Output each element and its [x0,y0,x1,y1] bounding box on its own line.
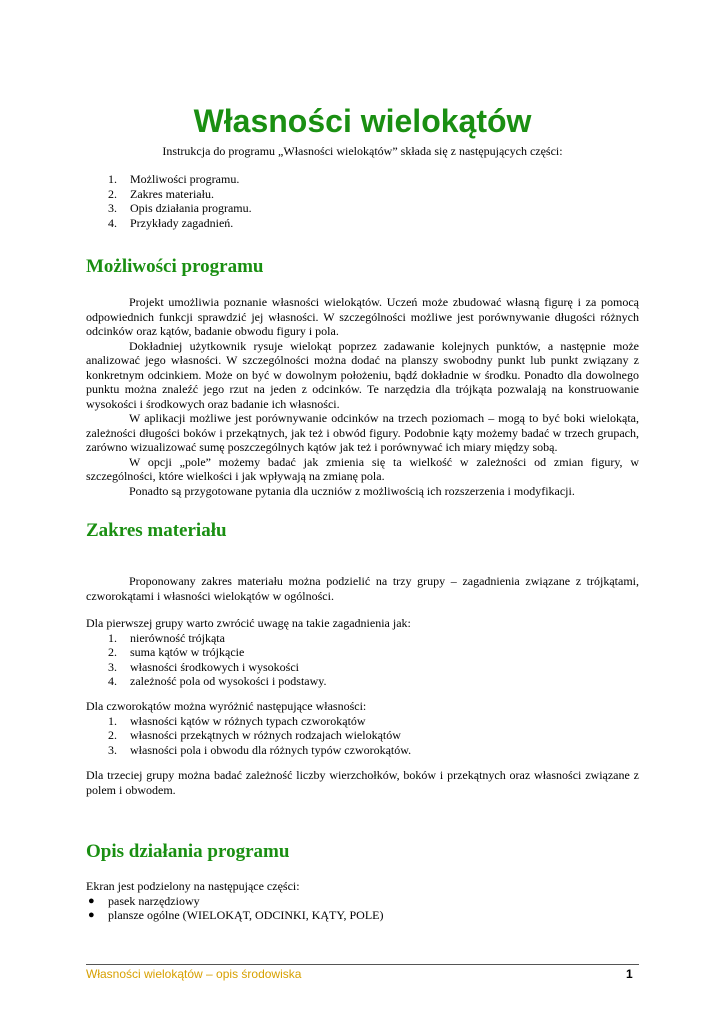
section-heading-zakres: Zakres materiału [86,520,227,541]
document-subtitle: Instrukcja do programu „Własności wielokątów” składa się z następujących części: [162,144,563,158]
paragraph: Ponadto są przygotowane pytania dla uczniów z możliwością ich rozszerzenia i modyfikacji. [129,483,575,498]
footer-divider [86,964,639,965]
footer-title: Własności wielokątów – opis środowiska [86,967,302,981]
bullet-icon: ● [88,894,95,907]
group3-block [86,768,639,797]
list-item: 1. własności kątów w różnych typach czworokątów [108,713,366,728]
paragraph: Dokładniej użytkownik rysuje wielokąt poprzez zadawanie kolejnych punktów, a następnie może analizować jego własności. W szczególności można dodać na planszy swobodny punkt lub punkt związany z konkretnym odcinkiem. Może on być w dowolnym położeniu, bądź dokładnie w środku. Ponadto dla dowolnego punktu można znaleźć jego rzut na jeden z odcinków. Te narzędzia dla trójkąta pozwalają na konstruowanie wysokości i środkowych oraz badanie ich własności. [86,338,639,411]
group1-block [86,616,639,689]
section-body-opis [86,879,639,923]
section-body-zakres [86,574,639,603]
section-body-mozliwosci [86,295,639,498]
paragraph: Projekt umożliwia poznanie własności wielokątów. Uczeń może zbudować własną figurę i za pomocą odpowiednich funkcji sprawdzić jej własności. W szczególności możliwe jest porównywanie długości różnych odcinków oraz kątów, badanie obwodu figury i pola. [86,295,639,338]
section-heading-opis: Opis działania programu [86,841,290,862]
list-item: 4. zależność pola od wysokości i podstawy. [108,674,327,688]
table-of-contents [86,172,639,230]
list-item: 3. własności pola i obwodu dla różnych typów czworokątów. [108,742,412,757]
group2-block [86,699,639,757]
bullet-icon: ● [88,909,95,921]
paragraph: Proponowany zakres materiału można podzielić na trzy grupy – zagadnienia związane z trójkątami, czworokątami i własności wielokątów w ogólności. [86,574,639,603]
section-heading-mozliwosci: Możliwości programu [86,256,264,277]
list-item: 2. własności przekątnych w różnych rodzajach wielokątów [108,728,401,742]
list-item: 1. nierówność trójkąta [108,630,225,645]
paragraph: W aplikacji możliwe jest porównywanie odcinków na trzech poziomach – mogą to być boki wielokąta, zależności długości boków i przekątnych, jak też i obwód figury. Podobnie kąty możemy badać w trzech grupach, zarówno wizualizować sumę poszczególnych kątów jak też i porównywać ich miary między sobą. [86,411,639,454]
list-item: ● pasek narzędziowy [88,893,200,908]
list-item: 2. suma kątów w trójkącie [108,645,245,659]
group2-label: Dla czworokątów można wyróżnić następujące własności: [86,699,367,713]
paragraph: Dla trzeciej grupy można badać zależność liczby wierzchołków, boków i przekątnych oraz własności związane z polem i obwodem. [86,768,639,797]
list-item: 3. własności środkowych i wysokości [108,659,299,674]
paragraph: W opcji „pole” możemy badać jak zmienia się ta wielkość w zależności od zmian figury, w szczególności, które wielkości i jak wpływają na zmianę pola. [86,454,639,483]
document-title: Własności wielokątów [193,103,532,139]
list-item: 3. Opis działania programu. [108,201,252,215]
list-item: 4. Przykłady zagadnień. [108,215,234,230]
list-item: ● plansze ogólne (WIELOKĄT, ODCINKI, KĄTY, POLE) [88,908,384,922]
page-number: 1 [626,967,633,981]
paragraph: Ekran jest podzielony na następujące części: [86,879,300,893]
list-item: 1. Możliwości programu. [108,172,240,186]
group1-label: Dla pierwszej grupy warto zwrócić uwagę na takie zagadnienia jak: [86,616,411,630]
list-item: 2. Zakres materiału. [108,186,214,201]
